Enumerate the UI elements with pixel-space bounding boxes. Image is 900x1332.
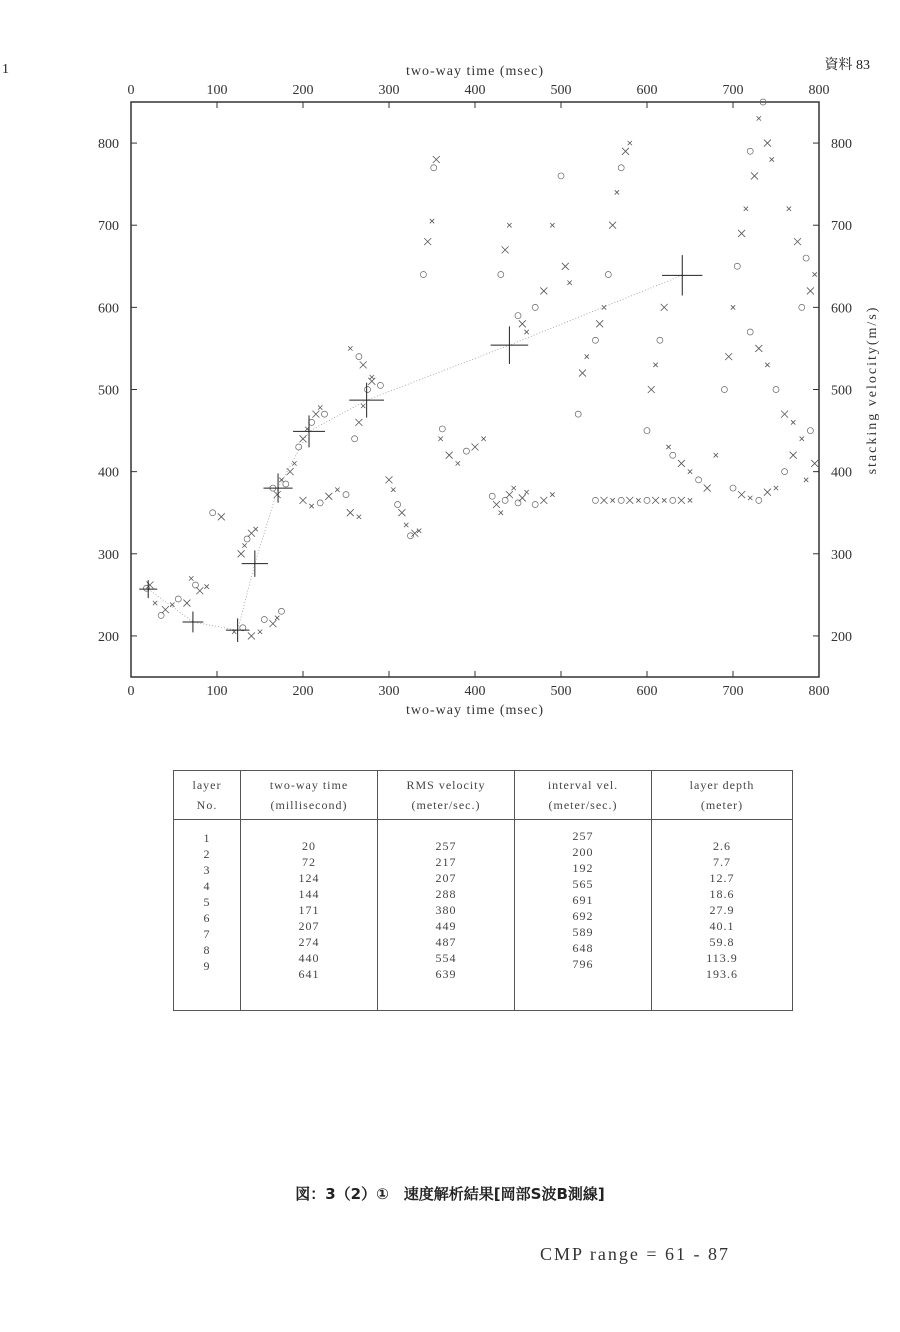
- semblance-marks: [143, 99, 818, 639]
- semblance-mark: [361, 404, 365, 408]
- column-layer-no: [174, 820, 240, 1002]
- semblance-mark: [279, 608, 285, 614]
- x-tick-label-top-800: 800: [808, 83, 830, 98]
- semblance-mark: [751, 172, 758, 179]
- velocity-results-table: [173, 770, 793, 1011]
- plot-frame: [131, 102, 819, 677]
- table-cell: 113.9: [706, 951, 738, 965]
- x-tick-label-bottom-300: 300: [378, 684, 400, 699]
- header-layer: layer No.: [174, 771, 241, 820]
- semblance-mark: [755, 345, 762, 352]
- semblance-mark: [287, 468, 294, 475]
- semblance-mark: [356, 354, 362, 360]
- table-cell: 144: [298, 887, 320, 901]
- table-cell: 171: [298, 903, 320, 917]
- semblance-mark: [433, 156, 440, 163]
- semblance-mark: [365, 387, 371, 393]
- semblance-mark: [626, 497, 633, 504]
- semblance-mark: [601, 497, 608, 504]
- table-cell: 192: [572, 861, 594, 875]
- table-cell: 207: [298, 919, 320, 933]
- semblance-mark: [721, 387, 727, 393]
- y-tick-label-left-200: 200: [98, 629, 119, 645]
- semblance-mark: [550, 223, 554, 227]
- x-tick-label-top-500: 500: [550, 83, 572, 98]
- x-tick-label-top-300: 300: [378, 83, 400, 98]
- y-tick-label-left-600: 600: [98, 301, 119, 317]
- semblance-mark: [644, 428, 650, 434]
- y-tick-label-right-200: 200: [831, 629, 852, 645]
- table-cell: 200: [572, 845, 594, 859]
- y-tick-label-right-300: 300: [831, 547, 852, 563]
- table-cell: 692: [572, 909, 594, 923]
- semblance-mark: [765, 363, 769, 367]
- semblance-mark: [204, 584, 208, 588]
- semblance-mark: [532, 304, 538, 310]
- x-tick-label-top-600: 600: [636, 83, 658, 98]
- semblance-mark: [507, 223, 511, 227]
- semblance-mark: [309, 504, 313, 508]
- table-cell: 27.9: [709, 903, 735, 917]
- table-cell: 274: [298, 935, 320, 949]
- semblance-mark: [348, 346, 352, 350]
- semblance-mark: [813, 272, 817, 276]
- semblance-mark: [652, 497, 659, 504]
- semblance-mark: [170, 603, 174, 607]
- table-cell: 193.6: [706, 967, 738, 981]
- y-tick-label-left-400: 400: [98, 465, 119, 481]
- semblance-mark: [688, 469, 692, 473]
- table-cell: 207: [435, 871, 457, 885]
- semblance-mark: [704, 485, 711, 492]
- semblance-mark: [540, 287, 547, 294]
- semblance-mark: [244, 536, 250, 542]
- y-tick-label-right-500: 500: [831, 383, 852, 399]
- semblance-mark: [404, 523, 408, 527]
- semblance-mark: [218, 513, 225, 520]
- table-cell: 7.7: [713, 855, 731, 869]
- semblance-mark: [463, 448, 469, 454]
- table-cell: 20: [302, 839, 316, 853]
- semblance-mark: [648, 386, 655, 393]
- semblance-mark: [579, 370, 586, 377]
- semblance-mark: [489, 493, 495, 499]
- semblance-mark: [636, 498, 640, 502]
- semblance-mark: [738, 230, 745, 237]
- semblance-mark: [395, 502, 401, 508]
- x-tick-label-bottom-200: 200: [292, 684, 314, 699]
- table-cell: 1: [203, 831, 211, 845]
- table-cell: 257: [435, 839, 457, 853]
- semblance-mark: [325, 493, 332, 500]
- semblance-mark: [189, 576, 193, 580]
- semblance-mark: [146, 582, 153, 589]
- picked-velocity-crosses: [139, 255, 702, 642]
- semblance-mark: [420, 272, 426, 278]
- table-cell: 72: [302, 855, 316, 869]
- table-cell: 796: [572, 957, 594, 971]
- x-tick-label-bottom-800: 800: [808, 684, 830, 699]
- table-cell: 9: [203, 959, 211, 973]
- semblance-mark: [175, 596, 181, 602]
- semblance-mark: [318, 405, 322, 409]
- semblance-mark: [274, 491, 281, 498]
- header-layer-depth: layer depth (meter): [652, 771, 793, 820]
- semblance-mark: [696, 477, 702, 483]
- semblance-mark: [283, 481, 289, 487]
- table-cell: 18.6: [709, 887, 735, 901]
- semblance-mark: [438, 437, 442, 441]
- semblance-mark: [678, 497, 685, 504]
- y-tick-label-left-700: 700: [98, 219, 119, 235]
- cmp-range-label: CMP range = 61 - 87: [540, 1244, 730, 1264]
- semblance-mark: [347, 509, 354, 516]
- semblance-mark: [657, 337, 663, 343]
- table-cell: 257: [572, 829, 594, 843]
- semblance-mark: [515, 313, 521, 319]
- semblance-mark: [524, 330, 528, 334]
- semblance-mark: [292, 461, 296, 465]
- semblance-mark: [355, 419, 362, 426]
- semblance-mark: [811, 460, 818, 467]
- header-interval-vel: interval vel. (meter/sec.): [515, 771, 652, 820]
- semblance-mark: [238, 550, 245, 557]
- table-cell: 5: [203, 895, 211, 909]
- semblance-mark: [618, 165, 624, 171]
- table-cell: 487: [435, 935, 457, 949]
- semblance-mark: [803, 255, 809, 261]
- x-tick-label-top-700: 700: [722, 83, 744, 98]
- table-cell: 691: [572, 893, 594, 907]
- semblance-mark: [800, 437, 804, 441]
- semblance-mark: [391, 488, 395, 492]
- semblance-mark: [558, 173, 564, 179]
- semblance-mark: [196, 587, 203, 594]
- y-tick-label-left-500: 500: [98, 383, 119, 399]
- semblance-mark: [254, 527, 258, 531]
- table-cell: 648: [572, 941, 594, 955]
- y-tick-label-right-700: 700: [831, 219, 852, 235]
- y-tick-label-right-600: 600: [831, 301, 852, 317]
- semblance-mark: [757, 116, 761, 120]
- table-cell: 2.6: [713, 839, 731, 853]
- table-cell: 217: [435, 855, 457, 869]
- table-cell: 124: [298, 871, 320, 885]
- semblance-mark: [609, 222, 616, 229]
- semblance-mark: [790, 452, 797, 459]
- document-reference: 資料 83: [824, 58, 870, 73]
- semblance-mark: [343, 492, 349, 498]
- semblance-mark: [275, 616, 279, 620]
- semblance-mark: [615, 190, 619, 194]
- semblance-mark: [279, 478, 283, 482]
- semblance-mark: [398, 509, 405, 516]
- semblance-mark: [210, 510, 216, 516]
- semblance-mark: [666, 445, 670, 449]
- figure-caption: 図：3（2）① 速度解析結果[岡部S波B測線]: [295, 1185, 605, 1203]
- x-tick-label-bottom-400: 400: [464, 684, 486, 699]
- semblance-mark: [431, 165, 437, 171]
- table-cell: 565: [572, 877, 594, 891]
- semblance-mark: [162, 606, 169, 613]
- semblance-mark: [519, 494, 526, 501]
- semblance-mark: [158, 612, 164, 618]
- semblance-mark: [540, 497, 547, 504]
- semblance-mark: [807, 428, 813, 434]
- semblance-mark: [782, 469, 788, 475]
- y-tick-label-right-400: 400: [831, 465, 852, 481]
- x-tick-label-top-100: 100: [206, 83, 228, 98]
- y-tick-label-left-300: 300: [98, 547, 119, 563]
- semblance-mark: [714, 453, 718, 457]
- semblance-mark: [799, 304, 805, 310]
- column-interval-vel: [515, 820, 651, 1000]
- table-cell: 380: [435, 903, 457, 917]
- y-tick-label-right-800: 800: [831, 137, 852, 153]
- semblance-mark: [300, 435, 307, 442]
- semblance-mark: [734, 263, 740, 269]
- semblance-mark: [661, 304, 668, 311]
- semblance-mark: [562, 263, 569, 270]
- x-tick-label-bottom-700: 700: [722, 684, 744, 699]
- table-cell: 554: [435, 951, 457, 965]
- semblance-mark: [596, 320, 603, 327]
- semblance-mark: [532, 502, 538, 508]
- semblance-mark: [764, 140, 771, 147]
- table-cell: 589: [572, 925, 594, 939]
- semblance-mark: [269, 620, 276, 627]
- semblance-mark: [585, 354, 589, 358]
- table-cell: 4: [203, 879, 211, 893]
- semblance-mark: [730, 485, 736, 491]
- semblance-mark: [678, 460, 685, 467]
- y-tick-label-left-800: 800: [98, 137, 119, 153]
- semblance-mark: [499, 511, 503, 515]
- semblance-mark: [502, 497, 508, 503]
- semblance-mark: [804, 478, 808, 482]
- semblance-mark: [764, 489, 771, 496]
- table-cell: 639: [435, 967, 457, 981]
- page-number-mark: 1: [2, 62, 9, 77]
- semblance-mark: [193, 582, 199, 588]
- header-rms-velocity: RMS velocity (meter/sec.): [378, 771, 515, 820]
- semblance-mark: [653, 363, 657, 367]
- semblance-mark: [567, 281, 571, 285]
- semblance-mark: [524, 490, 528, 494]
- semblance-mark: [248, 632, 255, 639]
- x-tick-label-bottom-0: 0: [127, 684, 135, 699]
- semblance-mark: [512, 486, 516, 490]
- table-cell: 3: [203, 863, 211, 877]
- table-cell: 641: [298, 967, 320, 981]
- semblance-mark: [575, 411, 581, 417]
- semblance-mark: [622, 148, 629, 155]
- semblance-mark: [424, 238, 431, 245]
- semblance-mark: [493, 501, 500, 508]
- semblance-mark: [446, 452, 453, 459]
- x-tick-label-top-200: 200: [292, 83, 314, 98]
- semblance-mark: [628, 141, 632, 145]
- semblance-mark: [242, 543, 246, 547]
- semblance-mark: [550, 492, 554, 496]
- semblance-mark: [498, 272, 504, 278]
- semblance-mark: [519, 320, 526, 327]
- x-tick-label-top-0: 0: [127, 83, 135, 98]
- semblance-mark: [322, 411, 328, 417]
- semblance-mark: [747, 148, 753, 154]
- semblance-mark: [791, 420, 795, 424]
- semblance-mark: [370, 375, 374, 379]
- semblance-mark: [300, 497, 307, 504]
- semblance-mark: [605, 272, 611, 278]
- x-axis-label-bottom: two-way time (msec): [406, 703, 544, 718]
- table-cell: 40.1: [709, 919, 735, 933]
- x-tick-label-top-400: 400: [464, 83, 486, 98]
- semblance-mark: [515, 500, 521, 506]
- semblance-mark: [335, 488, 339, 492]
- semblance-mark: [725, 353, 732, 360]
- semblance-mark: [357, 515, 361, 519]
- semblance-mark: [756, 497, 762, 503]
- semblance-mark: [731, 305, 735, 309]
- semblance-mark: [317, 500, 323, 506]
- semblance-mark: [360, 361, 367, 368]
- y-axis-label-right: stacking velocity(m/s): [865, 305, 880, 475]
- semblance-mark: [807, 287, 814, 294]
- table-cell: 7: [203, 927, 211, 941]
- semblance-mark: [261, 617, 267, 623]
- semblance-mark: [670, 452, 676, 458]
- semblance-mark: [738, 491, 745, 498]
- table-cell: 288: [435, 887, 457, 901]
- axis-ticks: [98, 83, 852, 699]
- table-cell: 12.7: [709, 871, 735, 885]
- velocity-function-line: [148, 275, 682, 630]
- semblance-mark: [774, 486, 778, 490]
- semblance-mark: [439, 426, 445, 432]
- semblance-mark: [610, 498, 614, 502]
- semblance-mark: [506, 491, 513, 498]
- semblance-mark: [183, 600, 190, 607]
- semblance-mark: [377, 382, 383, 388]
- semblance-mark: [592, 497, 598, 503]
- semblance-mark: [748, 496, 752, 500]
- semblance-mark: [258, 630, 262, 634]
- semblance-mark: [644, 497, 650, 503]
- semblance-mark: [787, 207, 791, 211]
- semblance-mark: [781, 411, 788, 418]
- x-tick-label-bottom-100: 100: [206, 684, 228, 699]
- x-axis-label-top: two-way time (msec): [406, 64, 544, 79]
- table-cell: 8: [203, 943, 211, 957]
- table-cell: 59.8: [709, 935, 735, 949]
- column-layer-depth: [652, 820, 792, 1010]
- column-rms-velocity: [378, 820, 514, 1010]
- x-tick-label-bottom-600: 600: [636, 684, 658, 699]
- semblance-mark: [773, 387, 779, 393]
- semblance-mark: [747, 329, 753, 335]
- table-cell: 449: [435, 919, 457, 933]
- semblance-mark: [502, 246, 509, 253]
- x-tick-label-bottom-500: 500: [550, 684, 572, 699]
- semblance-mark: [670, 497, 676, 503]
- semblance-mark: [472, 444, 479, 451]
- header-two-way-time: two-way time (millisecond): [241, 771, 378, 820]
- semblance-mark: [352, 436, 358, 442]
- semblance-mark: [618, 497, 624, 503]
- semblance-mark: [456, 461, 460, 465]
- table-cell: 440: [298, 951, 320, 965]
- table-cell: 2: [203, 847, 211, 861]
- semblance-mark: [430, 219, 434, 223]
- semblance-mark: [153, 601, 157, 605]
- semblance-mark: [662, 498, 666, 502]
- semblance-mark: [312, 411, 319, 418]
- semblance-mark: [688, 498, 692, 502]
- table-cell: 6: [203, 911, 211, 925]
- semblance-mark: [592, 337, 598, 343]
- semblance-mark: [794, 238, 801, 245]
- column-two-way-time: [241, 820, 377, 1010]
- semblance-mark: [481, 437, 485, 441]
- semblance-mark: [386, 476, 393, 483]
- semblance-mark: [368, 378, 375, 385]
- semblance-mark: [296, 444, 302, 450]
- semblance-mark: [770, 157, 774, 161]
- semblance-mark: [744, 207, 748, 211]
